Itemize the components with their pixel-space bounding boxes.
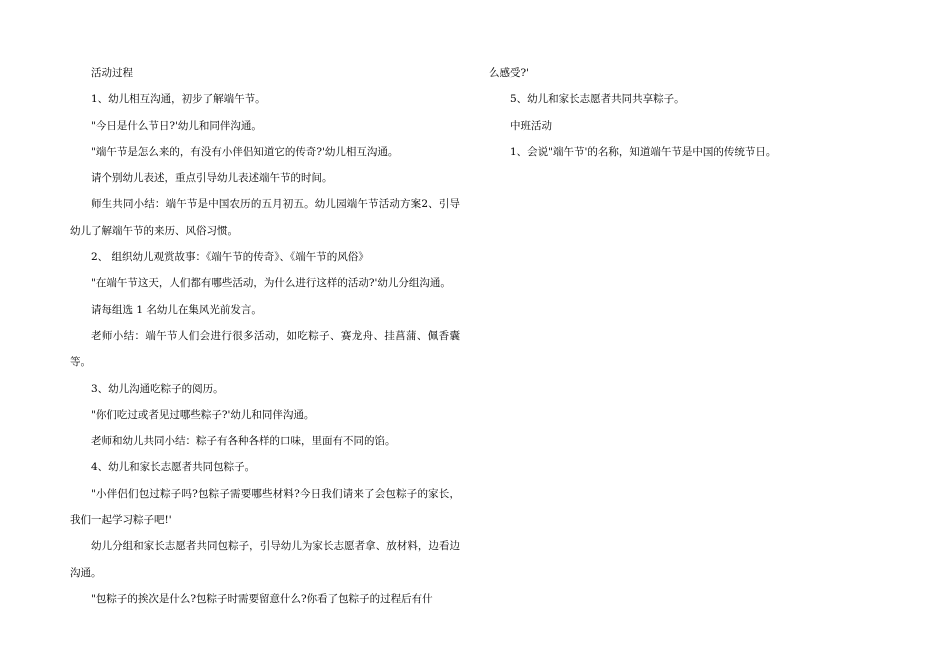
- section-heading-activity-process: 活动过程: [91, 67, 133, 79]
- right-column: [489, 60, 889, 165]
- paragraph: "包粽子的挨次是什么?包粽子时需要留意什么?你看了包粽子的过程后有什: [91, 592, 433, 605]
- paragraph-continuation: 么感受?': [489, 67, 530, 79]
- paragraph: 请每组选 1 名幼儿在集风光前发言。: [91, 303, 262, 316]
- paragraph: 4、幼儿和家长志愿者共同包粽子。: [91, 461, 256, 474]
- paragraph: 3、幼儿沟通吃粽子的阅历。: [91, 382, 224, 395]
- paragraph: "端午节是怎么来的，有没有小伴侣知道它的传奇?'幼儿相互沟通。: [91, 145, 399, 158]
- paragraph: 1、会说"端午节'的名称，知道端午节是中国的传统节日。: [510, 145, 777, 158]
- left-column: [70, 60, 460, 612]
- paragraph: 幼儿分组和家长志愿者共同包粽子，引导幼儿为家长志愿者拿、放材料，边看边沟通。: [70, 540, 460, 579]
- paragraph: "今日是什么节日?'幼儿和同伴沟通。: [91, 119, 262, 132]
- paragraph: 请个别幼儿表述，重点引导幼儿表述端午节的时间。: [91, 172, 333, 185]
- paragraph: 5、幼儿和家长志愿者共同共享粽子。: [510, 93, 685, 106]
- paragraph: 老师小结：端午节人们会进行很多活动，如吃粽子、赛龙舟、挂菖蒲、佩香囊等。: [70, 329, 460, 369]
- paragraph: 老师和幼儿共同小结：粽子有各种各样的口味，里面有不同的馅。: [91, 435, 396, 448]
- paragraph: 1、幼儿相互沟通，初步了解端午节。: [91, 93, 266, 106]
- paragraph: "你们吃过或者见过哪些粽子?'幼儿和同伴沟通。: [91, 408, 315, 421]
- paragraph: "在端午节这天，人们都有哪些活动，为什么进行这样的活动?'幼儿分组沟通。: [91, 277, 451, 290]
- paragraph: "小伴侣们包过粽子吗?包粽子需要哪些材料?今日我们请来了会包粽子的家长，我们一起学习粽子吧!': [70, 487, 460, 527]
- section-heading-middle-class: 中班活动: [510, 119, 552, 132]
- paragraph: 2、 组织幼儿观赏故事：《端午节的传奇》、《端午节的风俗》: [91, 251, 369, 264]
- paragraph: 师生共同小结：端午节是中国农历的五月初五。幼儿园端午节活动方案2、引导幼儿了解端午节的来历、风俗习惯。: [70, 198, 460, 237]
